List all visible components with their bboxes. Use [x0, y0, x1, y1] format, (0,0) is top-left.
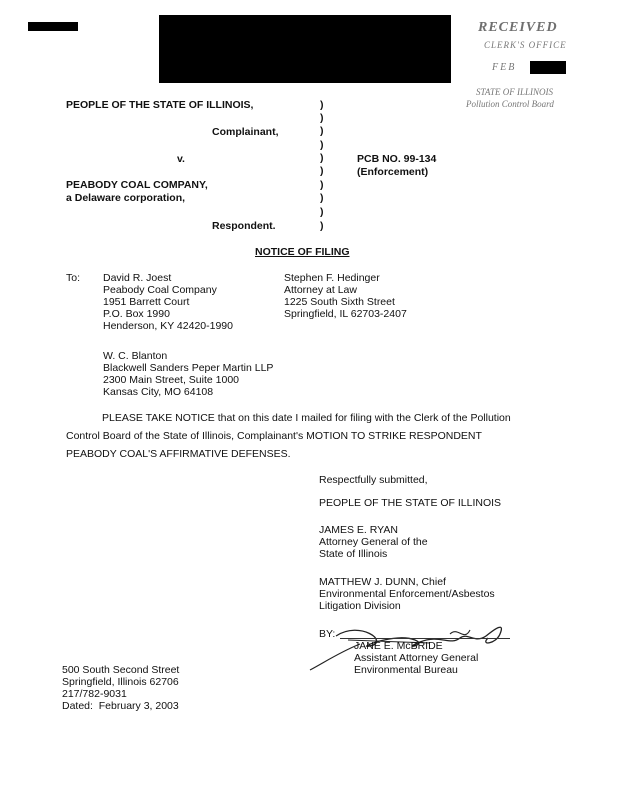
chief-line: Litigation Division — [319, 600, 401, 612]
paren: ) — [320, 99, 324, 111]
caption-plaintiff-role: Complainant, — [212, 126, 279, 138]
notice-line-2: Control Board of the State of Illinois, Complainant's MOTION TO STRIKE RESPONDENT — [66, 430, 482, 442]
paren: ) — [320, 179, 324, 191]
recipient-line: Stephen F. Hedinger — [284, 272, 380, 284]
recipient-line: P.O. Box 1990 — [103, 308, 170, 320]
chief-line: MATTHEW J. DUNN, Chief — [319, 576, 446, 588]
caption-plaintiff: PEOPLE OF THE STATE OF ILLINOIS, — [66, 99, 254, 111]
paren: ) — [320, 165, 324, 177]
signature-line-rule — [340, 638, 510, 639]
stamp-board: Pollution Control Board — [466, 99, 554, 109]
address-line: 500 South Second Street — [62, 664, 180, 676]
paren: ) — [320, 112, 324, 124]
recipient-line: 2300 Main Street, Suite 1000 — [103, 374, 240, 386]
signing-party: PEOPLE OF THE STATE OF ILLINOIS — [319, 497, 502, 509]
recipient-line: Springfield, IL 62703-2407 — [284, 308, 407, 320]
stamp-office: CLERK'S OFFICE — [484, 40, 567, 50]
case-type: (Enforcement) — [357, 166, 429, 178]
page-title: NOTICE OF FILING — [255, 246, 350, 258]
signer-block — [354, 640, 478, 676]
signer-line: Assistant Attorney General — [354, 652, 479, 664]
recipient-line: Henderson, KY 42420-1990 — [103, 320, 233, 332]
recipient-line: 1225 South Sixth Street — [284, 296, 395, 308]
stamp-state: STATE OF ILLINOIS — [476, 87, 554, 97]
notice-paragraph — [66, 409, 538, 463]
address-line: 217/782-9031 — [62, 688, 127, 700]
stamp-received: RECEIVED — [478, 20, 558, 35]
recipient-line: Attorney at Law — [284, 284, 357, 296]
paren: ) — [320, 152, 324, 164]
recipient-line: Kansas City, MO 64108 — [103, 386, 214, 398]
recipient-line: W. C. Blanton — [103, 350, 168, 362]
caption-defendant: PEABODY COAL COMPANY, — [66, 179, 208, 191]
to-label: To: — [66, 272, 81, 284]
paren: ) — [320, 125, 324, 137]
stamp-date-partial: FEB — [492, 62, 517, 73]
redaction-header-block — [159, 15, 451, 83]
chief-block — [319, 576, 495, 612]
recipient-line: Blackwell Sanders Peper Martin LLP — [103, 362, 274, 374]
redaction-top-left — [28, 22, 78, 31]
recipient-line: 1951 Barrett Court — [103, 296, 190, 308]
date-line: Dated: February 3, 2003 — [62, 700, 179, 712]
paren: ) — [320, 139, 324, 151]
paren: ) — [320, 206, 324, 218]
signer-line: Environmental Bureau — [354, 664, 458, 676]
case-number: PCB NO. 99-134 — [357, 153, 437, 165]
caption-defendant-role: Respondent. — [212, 220, 276, 232]
by-label: BY: — [319, 628, 336, 640]
paren: ) — [320, 192, 324, 204]
notice-line-3: PEABODY COAL'S AFFIRMATIVE DEFENSES. — [66, 448, 291, 460]
address-block — [62, 664, 179, 712]
caption-versus: v. — [177, 153, 185, 165]
chief-line: Environmental Enforcement/Asbestos — [319, 588, 495, 600]
paren: ) — [320, 220, 324, 232]
closing: Respectfully submitted, — [319, 474, 428, 486]
redaction-stamp-date — [530, 61, 566, 74]
notice-line-1: PLEASE TAKE NOTICE that on this date I mailed for filing with the Clerk of the Pollution — [102, 412, 511, 424]
recipient-block-3 — [103, 350, 273, 398]
ag-line: Attorney General of the — [319, 536, 428, 548]
recipient-line: Peabody Coal Company — [103, 284, 217, 296]
ag-line: State of Illinois — [319, 548, 388, 560]
ag-line: JAMES E. RYAN — [319, 524, 398, 536]
recipient-line: David R. Joest — [103, 272, 172, 284]
signer-line: JANE E. McBRIDE — [354, 640, 443, 652]
caption-defendant-desc: a Delaware corporation, — [66, 192, 186, 204]
recipient-block-1 — [103, 272, 233, 332]
attorney-general-block — [319, 524, 428, 560]
address-line: Springfield, Illinois 62706 — [62, 676, 179, 688]
recipient-block-2 — [284, 272, 407, 320]
